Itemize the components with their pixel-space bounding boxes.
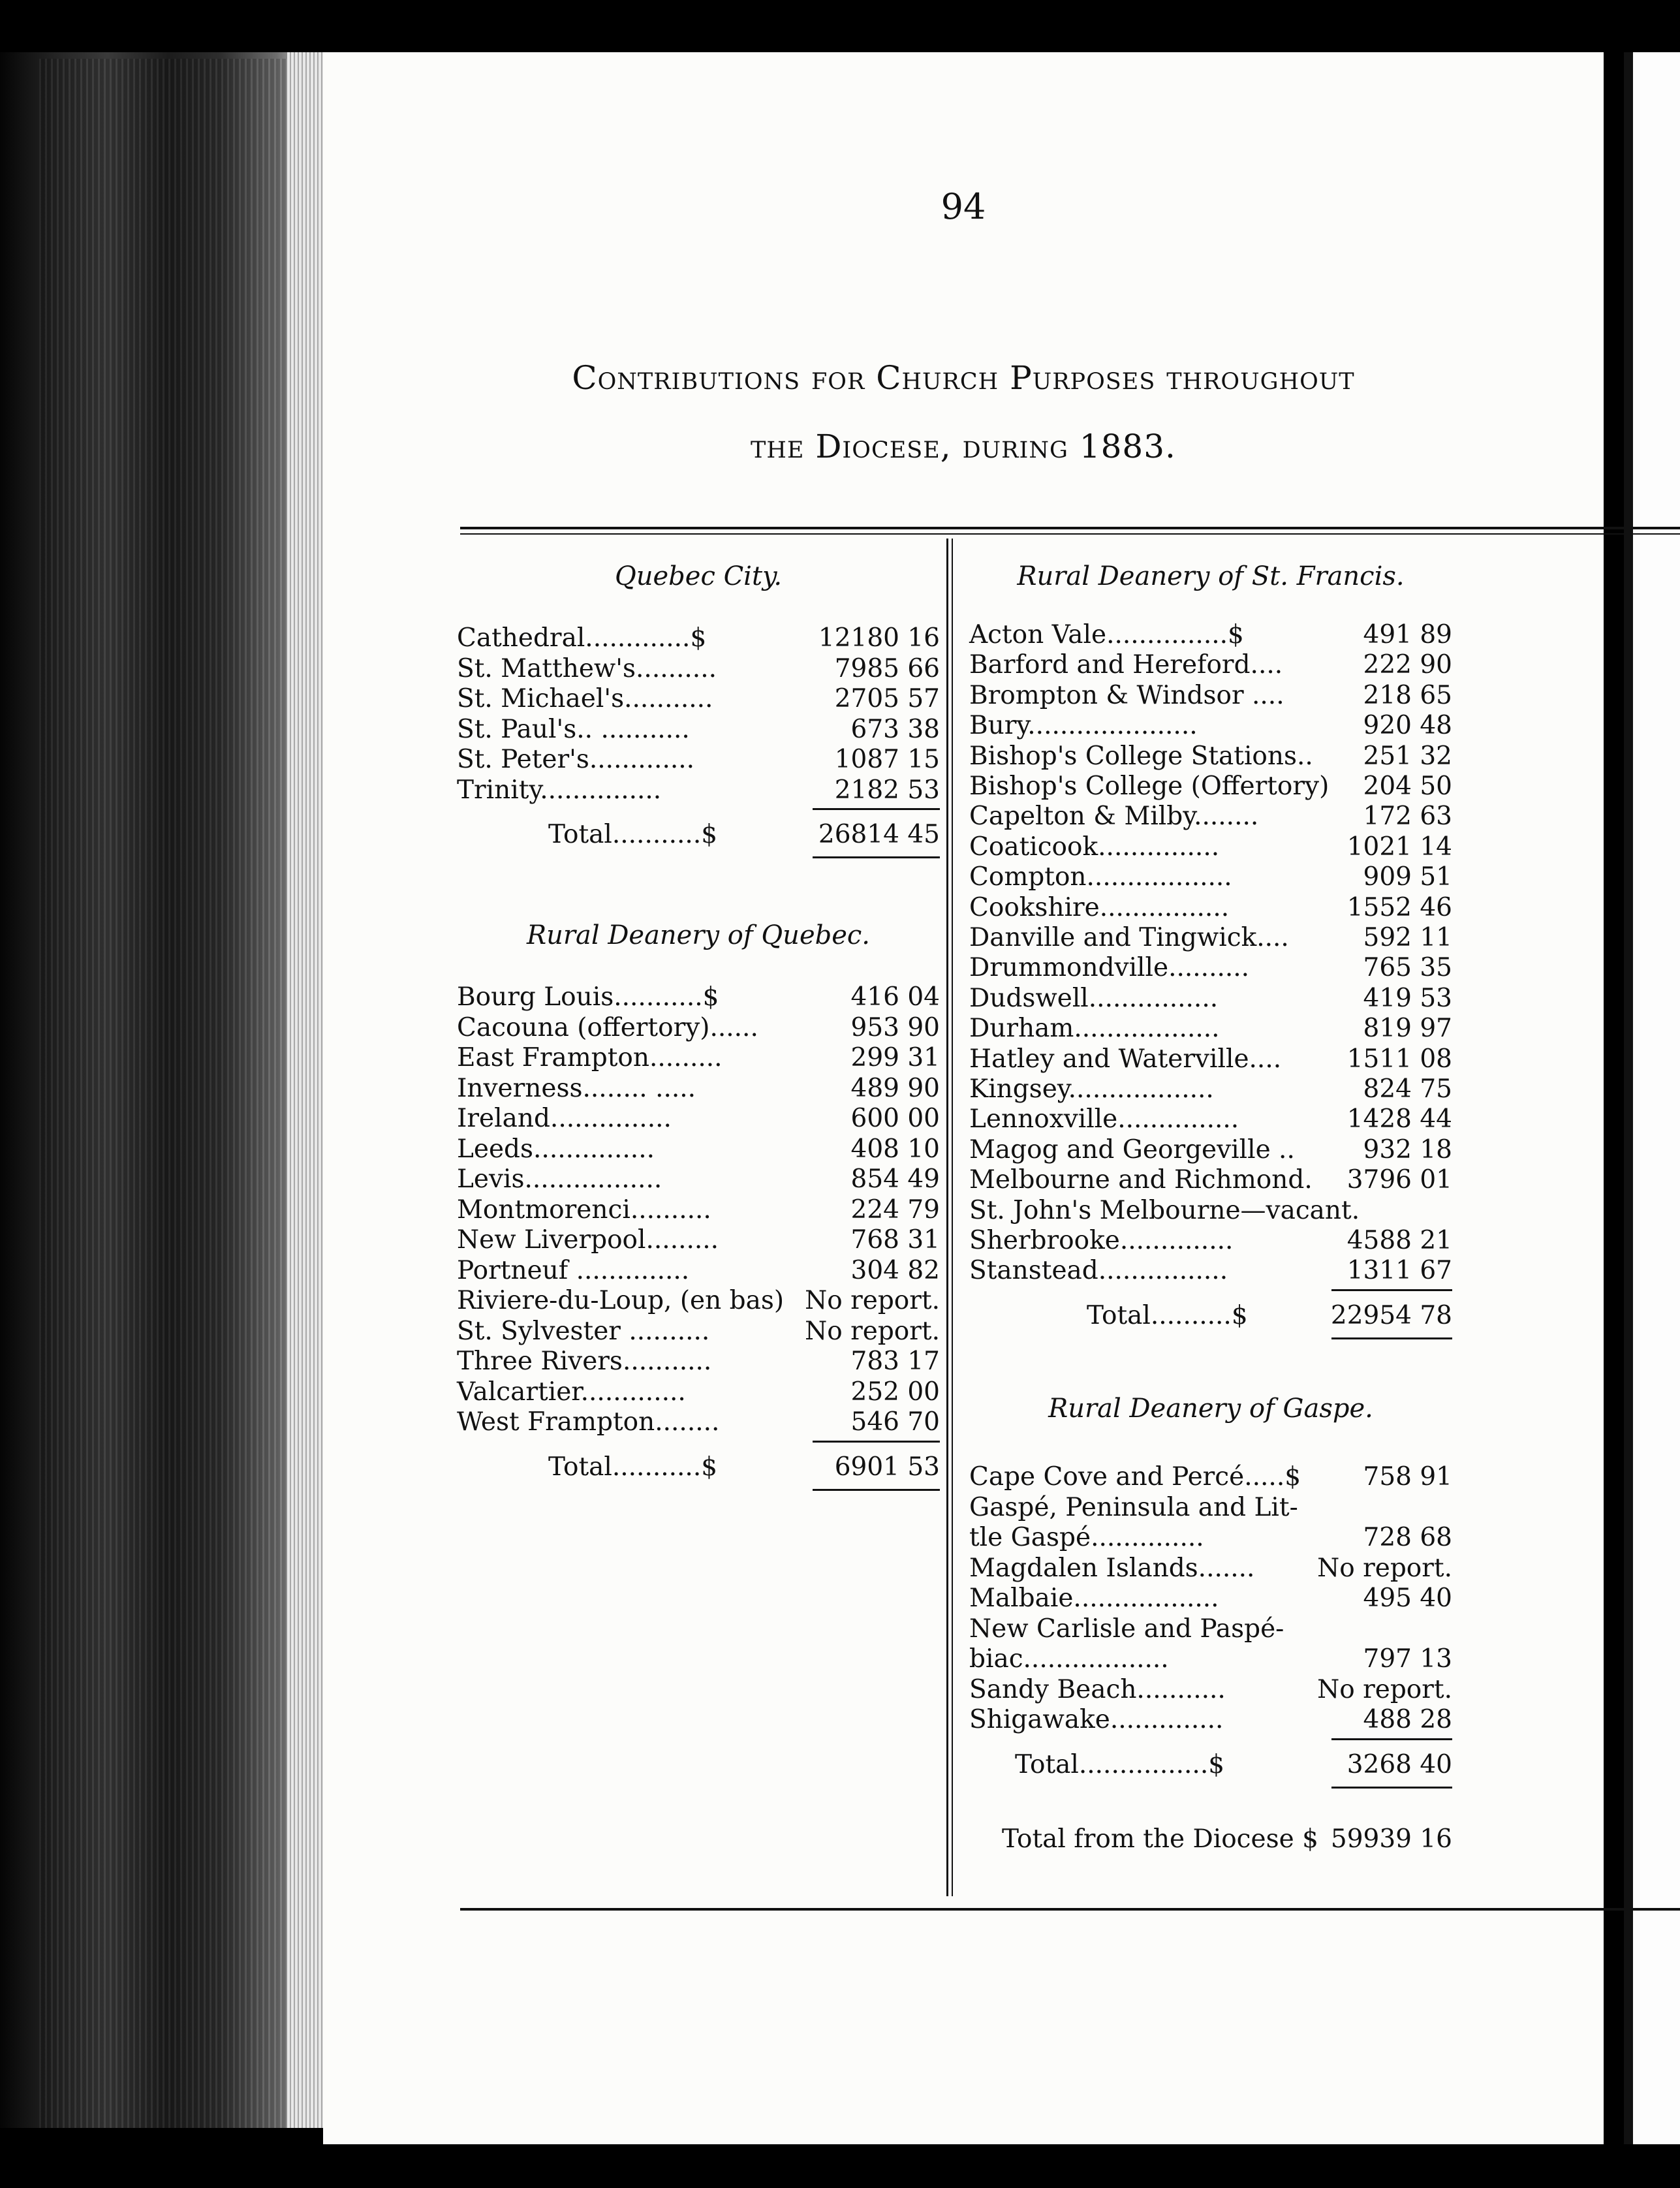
row-amount: 204 50 [1363, 772, 1452, 801]
row-name: Sandy Beach........... [969, 1674, 1226, 1704]
table-row [969, 772, 1452, 802]
table-row [457, 1225, 940, 1255]
row-name: Coaticook............... [969, 832, 1220, 862]
left-column [457, 548, 940, 1854]
total-row [969, 1301, 1452, 1331]
row-name: biac.................. [969, 1644, 1169, 1674]
row-amount: 299 31 [850, 1043, 940, 1072]
page-title-line-2: the Diocese, during 1883. [751, 428, 1176, 465]
facing-page-edge [1624, 52, 1680, 2144]
total-row [457, 820, 940, 850]
row-name: Brompton & Windsor .... [969, 680, 1284, 710]
table-row [969, 620, 1452, 650]
total-label: Total...........$ [548, 1452, 718, 1482]
row-name: Bury..................... [969, 711, 1198, 741]
row-name: Montmorenci.......... [457, 1195, 711, 1225]
total-amount: 3268 40 [1346, 1749, 1452, 1779]
bottom-rule [460, 1908, 1680, 1911]
top-rule [460, 527, 1680, 529]
page-edges [287, 52, 326, 2128]
table-row [969, 1104, 1452, 1134]
table-row [969, 1014, 1452, 1044]
row-name: Levis................. [457, 1164, 662, 1194]
row-name: Lennoxville............... [969, 1104, 1239, 1134]
row-amount: 546 70 [850, 1407, 940, 1437]
page-title-line-1: Contributions for Church Purposes throughout [572, 359, 1355, 397]
row-name: Cacouna (offertory)...... [457, 1012, 758, 1042]
row-amount: 12180 16 [818, 623, 940, 653]
row-amount: 758 91 [1363, 1462, 1452, 1492]
row-name: East Frampton......... [457, 1043, 723, 1072]
total-row [969, 1750, 1452, 1780]
row-name: St. Michael's........... [457, 684, 713, 713]
row-amount: 797 13 [1363, 1644, 1452, 1674]
row-amount: 2705 57 [834, 684, 940, 713]
table-row [969, 1523, 1452, 1553]
row-amount: 7985 66 [834, 653, 940, 683]
total-row [457, 1452, 940, 1482]
row-amount: 824 75 [1363, 1074, 1452, 1104]
total-label: Total................$ [1015, 1749, 1225, 1779]
table-row [457, 1407, 940, 1437]
row-amount: 728 68 [1363, 1523, 1452, 1552]
total-amount: 6901 53 [834, 1452, 940, 1482]
section-heading: Quebec City. [614, 561, 783, 591]
top-rule-thin [460, 533, 1680, 535]
row-name: tle Gaspé.............. [969, 1523, 1204, 1552]
book-page [323, 52, 1604, 2144]
row-name: Dudswell................ [969, 983, 1219, 1013]
table-row [969, 1705, 1452, 1735]
row-name: Danville and Tingwick.... [969, 923, 1289, 952]
row-amount: 1552 46 [1346, 892, 1452, 922]
table-row [457, 1286, 940, 1316]
row-name: Durham.................. [969, 1014, 1220, 1044]
table-row [457, 1317, 940, 1347]
table-row [457, 715, 940, 745]
row-amount: 1021 14 [1346, 832, 1452, 862]
row-amount: 251 32 [1363, 741, 1452, 771]
row-amount: 1311 67 [1346, 1256, 1452, 1286]
table-row [457, 775, 940, 805]
grand-total-label: Total from the Diocese $ [1002, 1824, 1318, 1854]
table-row [457, 982, 940, 1012]
table-row [969, 1675, 1452, 1705]
table-row [969, 1074, 1452, 1104]
row-name: Magdalen Islands....... [969, 1553, 1255, 1583]
row-amount: 673 38 [850, 714, 940, 744]
right-column [969, 548, 1452, 1906]
table-row [457, 1377, 940, 1407]
total-rule [813, 1489, 940, 1491]
row-amount: 252 00 [850, 1377, 940, 1407]
row-amount: 218 65 [1363, 680, 1452, 710]
row-name: St. Matthew's.......... [457, 653, 717, 683]
row-amount: 909 51 [1363, 862, 1452, 892]
row-name: Inverness........ ..... [457, 1073, 696, 1103]
table-row [969, 1462, 1452, 1492]
row-name: Drummondville.......... [969, 953, 1250, 983]
row-name: Capelton & Milby........ [969, 802, 1259, 832]
row-name: New Liverpool......... [457, 1225, 719, 1255]
section-heading: Rural Deanery of Gaspe. [1048, 1394, 1373, 1424]
row-amount: 783 17 [850, 1347, 940, 1376]
row-name: Shigawake.............. [969, 1705, 1224, 1734]
row-amount: 1428 44 [1346, 1104, 1452, 1134]
row-name: Barford and Hereford.... [969, 650, 1283, 680]
row-amount: 765 35 [1363, 953, 1452, 983]
table-row [969, 1554, 1452, 1584]
row-name: Sherbrooke.............. [969, 1226, 1234, 1255]
table-row [969, 802, 1452, 832]
column-divider [946, 539, 948, 1896]
table-row [969, 1614, 1452, 1644]
row-amount: 768 31 [850, 1225, 940, 1255]
table-row [969, 711, 1452, 741]
row-amount: 224 79 [850, 1195, 940, 1225]
table-row [969, 1644, 1452, 1674]
row-name: Compton.................. [969, 862, 1232, 892]
page-stack-texture [39, 59, 300, 2128]
row-name: West Frampton........ [457, 1407, 720, 1437]
row-name: Leeds............... [457, 1134, 655, 1164]
table-row [457, 1134, 940, 1164]
row-amount: 4588 21 [1346, 1226, 1452, 1255]
total-amount: 26814 45 [818, 820, 940, 849]
table-row [457, 1104, 940, 1134]
row-amount: 920 48 [1363, 711, 1452, 741]
row-name: Melbourne and Richmond. [969, 1165, 1313, 1195]
row-name: St. Paul's.. ........... [457, 714, 690, 744]
table-row [457, 684, 940, 714]
row-name: Bishop's College Stations.. [969, 741, 1313, 771]
row-amount: No report. [1317, 1553, 1452, 1583]
row-name: Cathedral.............$ [457, 623, 707, 653]
row-amount: 592 11 [1363, 923, 1452, 952]
table-row [457, 1195, 940, 1225]
table-row [969, 1256, 1452, 1286]
row-name: Hatley and Waterville.... [969, 1044, 1282, 1074]
table-row [969, 984, 1452, 1014]
subtotal-rule [813, 808, 940, 810]
page-number: 94 [941, 186, 986, 227]
row-name: Trinity............... [457, 775, 662, 805]
row-name: Valcartier............. [457, 1377, 686, 1407]
row-amount: 1087 15 [834, 745, 940, 774]
row-name: St. John's Melbourne—vacant. [969, 1195, 1360, 1225]
section-heading: Rural Deanery of Quebec. [526, 920, 871, 950]
grand-total-amount: 59939 16 [1330, 1824, 1452, 1854]
row-name: Bishop's College (Offertory) [969, 772, 1330, 801]
row-name: New Carlisle and Paspé- [969, 1614, 1284, 1644]
row-amount: 304 82 [850, 1255, 940, 1285]
table-row [457, 745, 940, 775]
table-row [969, 953, 1452, 983]
table-row [969, 1226, 1452, 1256]
grand-total-row [969, 1824, 1452, 1854]
row-name: Three Rivers........... [457, 1347, 712, 1376]
row-amount: 489 90 [850, 1073, 940, 1103]
table-row [457, 1256, 940, 1286]
subtotal-rule [813, 1441, 940, 1443]
row-amount: 495 40 [1363, 1584, 1452, 1613]
total-rule [813, 856, 940, 858]
row-amount: No report. [805, 1316, 940, 1346]
row-name: Portneuf .............. [457, 1255, 690, 1285]
table-row [969, 832, 1452, 862]
row-amount: 953 90 [850, 1012, 940, 1042]
row-name: Acton Vale...............$ [969, 620, 1244, 649]
row-amount: 488 28 [1363, 1705, 1452, 1734]
row-amount: 819 97 [1363, 1014, 1452, 1044]
row-name: Ireland............... [457, 1104, 672, 1133]
row-amount: 491 89 [1363, 620, 1452, 649]
total-rule [1331, 1337, 1452, 1339]
table-row [969, 1584, 1452, 1614]
table-row [969, 1493, 1452, 1523]
table-row [457, 1164, 940, 1195]
row-amount: No report. [1317, 1674, 1452, 1704]
row-name: St. Peter's............. [457, 745, 695, 774]
table-row [457, 654, 940, 684]
row-name: Magog and Georgeville .. [969, 1134, 1295, 1164]
row-amount: 172 63 [1363, 802, 1452, 832]
row-amount: 3796 01 [1346, 1165, 1452, 1195]
row-amount: 2182 53 [834, 775, 940, 805]
table-row [969, 893, 1452, 923]
row-amount: 408 10 [850, 1134, 940, 1164]
row-amount: 600 00 [850, 1104, 940, 1133]
row-name: Riviere-du-Loup, (en bas) [457, 1286, 785, 1315]
section-heading: Rural Deanery of St. Francis. [1017, 561, 1405, 591]
subtotal-rule [1331, 1289, 1452, 1291]
table-row [457, 1013, 940, 1043]
row-amount: 419 53 [1363, 983, 1452, 1013]
row-name: Stanstead................ [969, 1256, 1228, 1286]
table-row [457, 623, 940, 653]
table-row [969, 862, 1452, 892]
table-row [457, 1043, 940, 1073]
total-amount: 22954 78 [1330, 1300, 1452, 1330]
table-row [969, 650, 1452, 680]
row-amount: 222 90 [1363, 650, 1452, 680]
row-name: Bourg Louis...........$ [457, 982, 719, 1012]
row-amount: No report. [805, 1286, 940, 1315]
row-amount: 416 04 [850, 982, 940, 1012]
row-name: St. Sylvester .......... [457, 1316, 710, 1346]
table-row [969, 681, 1452, 711]
total-label: Total..........$ [1087, 1300, 1248, 1330]
table-row [969, 1196, 1452, 1226]
row-amount: 932 18 [1363, 1134, 1452, 1164]
row-name: Malbaie.................. [969, 1584, 1219, 1613]
table-row [969, 1135, 1452, 1165]
table-row [969, 742, 1452, 772]
table-row [457, 1074, 940, 1104]
subtotal-rule [1331, 1738, 1452, 1740]
row-amount: 854 49 [850, 1164, 940, 1194]
row-name: Kingsey.................. [969, 1074, 1214, 1104]
table-row [969, 923, 1452, 953]
total-rule [1331, 1787, 1452, 1789]
table-row [969, 1044, 1452, 1074]
table-row [969, 1165, 1452, 1195]
total-label: Total...........$ [548, 820, 718, 849]
table-row [457, 1347, 940, 1377]
row-name: Cookshire................ [969, 892, 1230, 922]
column-divider-2 [952, 539, 953, 1896]
row-name: Gaspé, Peninsula and Lit- [969, 1492, 1298, 1522]
row-name: Cape Cove and Percé.....$ [969, 1462, 1301, 1492]
row-amount: 1511 08 [1346, 1044, 1452, 1074]
